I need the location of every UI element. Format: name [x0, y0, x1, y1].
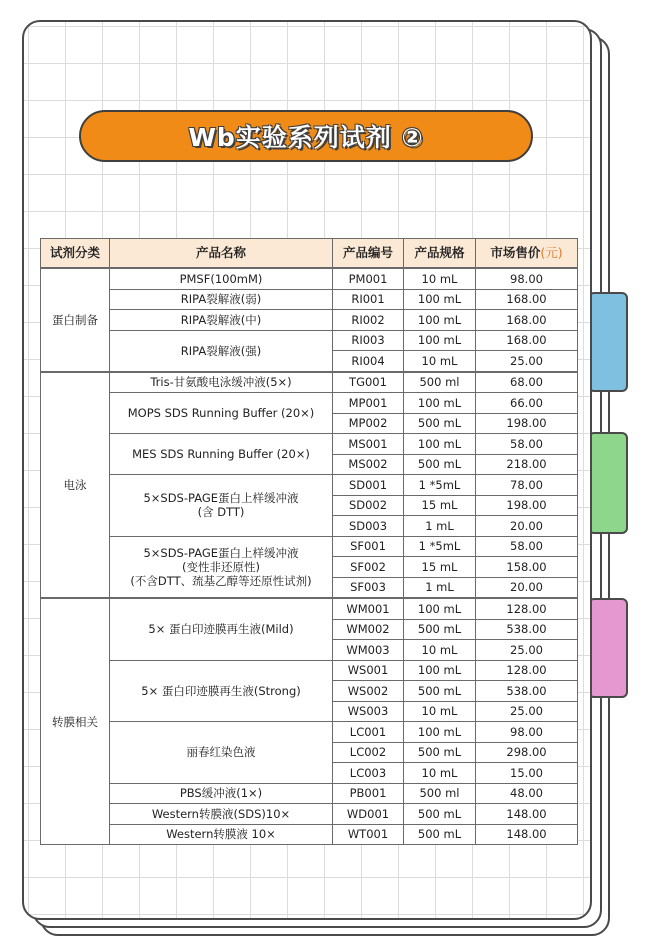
product-price: 168.00	[476, 289, 578, 310]
product-price: 25.00	[476, 351, 578, 372]
divider-tab-green[interactable]	[588, 432, 628, 534]
table-row	[41, 310, 578, 331]
product-spec: 100 mL	[404, 598, 476, 619]
product-spec: 500 mL	[404, 619, 476, 640]
product-price: 20.00	[476, 577, 578, 598]
product-spec: 100 mL	[404, 393, 476, 414]
product-price: 58.00	[476, 536, 578, 557]
table-row	[41, 372, 578, 393]
product-spec: 100 mL	[404, 289, 476, 310]
product-price: 20.00	[476, 516, 578, 537]
product-name-line: (含 DTT)	[197, 505, 245, 520]
table-row	[41, 289, 578, 310]
product-code: PB001	[333, 783, 404, 804]
header-price-label: 市场售价	[490, 245, 541, 260]
product-code: WM002	[333, 619, 404, 640]
product-code: SF003	[333, 577, 404, 598]
table-row	[41, 475, 578, 496]
table-row	[41, 330, 578, 351]
product-price: 128.00	[476, 598, 578, 619]
product-price: 198.00	[476, 413, 578, 434]
product-name-line: (不含DTT、巯基乙醇等还原性试剂)	[130, 573, 312, 588]
product-price: 298.00	[476, 742, 578, 763]
product-spec: 500 mL	[404, 742, 476, 763]
product-price: 25.00	[476, 640, 578, 661]
product-spec: 10 mL	[404, 701, 476, 722]
product-spec: 100 mL	[404, 310, 476, 331]
product-code: RI002	[333, 310, 404, 331]
product-code: WT001	[333, 824, 404, 845]
product-spec: 100 mL	[404, 660, 476, 681]
table-row	[41, 393, 578, 414]
product-code: WM003	[333, 640, 404, 661]
product-price: 25.00	[476, 701, 578, 722]
header-category: 试剂分类	[41, 239, 110, 269]
product-code: LC002	[333, 742, 404, 763]
table-row	[41, 824, 578, 845]
product-spec: 1 mL	[404, 577, 476, 598]
product-name	[110, 536, 333, 598]
table-row	[41, 783, 578, 804]
product-spec: 15 mL	[404, 557, 476, 578]
product-price: 98.00	[476, 268, 578, 289]
product-price: 58.00	[476, 434, 578, 455]
product-price: 78.00	[476, 475, 578, 496]
product-name: Western转膜液 10×	[110, 824, 333, 845]
product-name: RIPA裂解液(弱)	[110, 289, 333, 310]
product-price: 158.00	[476, 557, 578, 578]
product-price: 148.00	[476, 824, 578, 845]
product-name: RIPA裂解液(强)	[110, 330, 333, 372]
product-name-line: 5×SDS-PAGE蛋白上样缓冲液	[143, 491, 299, 506]
product-spec: 100 mL	[404, 722, 476, 743]
product-spec: 1 *5mL	[404, 475, 476, 496]
product-price: 198.00	[476, 495, 578, 516]
header-product-spec: 产品规格	[404, 239, 476, 269]
product-code: RI003	[333, 330, 404, 351]
product-name: 5× 蛋白印迹膜再生液(Mild)	[110, 598, 333, 660]
product-code: MP002	[333, 413, 404, 434]
product-name: 丽春红染色液	[110, 722, 333, 784]
product-name: PBS缓冲液(1×)	[110, 783, 333, 804]
title-banner	[79, 110, 533, 162]
product-spec: 500 mL	[404, 681, 476, 702]
product-spec: 500 mL	[404, 824, 476, 845]
table-row	[41, 722, 578, 743]
product-code: SD002	[333, 495, 404, 516]
product-name: 5× 蛋白印迹膜再生液(Strong)	[110, 660, 333, 722]
product-spec: 10 mL	[404, 640, 476, 661]
product-price: 168.00	[476, 330, 578, 351]
product-code: LC003	[333, 763, 404, 784]
product-price: 538.00	[476, 619, 578, 640]
product-price: 538.00	[476, 681, 578, 702]
product-code: RI001	[333, 289, 404, 310]
product-spec: 1 mL	[404, 516, 476, 537]
product-code: MS002	[333, 454, 404, 475]
product-code: WS002	[333, 681, 404, 702]
product-spec: 100 mL	[404, 434, 476, 455]
product-spec: 500 mL	[404, 804, 476, 825]
product-spec: 500 ml	[404, 783, 476, 804]
product-price: 48.00	[476, 783, 578, 804]
product-spec: 10 mL	[404, 351, 476, 372]
product-name-line: 5×SDS-PAGE蛋白上样缓冲液	[143, 545, 299, 560]
product-name: Tris-甘氨酸电泳缓冲液(5×)	[110, 372, 333, 393]
product-name: RIPA裂解液(中)	[110, 310, 333, 331]
product-spec: 10 mL	[404, 763, 476, 784]
product-code: TG001	[333, 372, 404, 393]
table-row	[41, 804, 578, 825]
product-spec: 15 mL	[404, 495, 476, 516]
product-code: WD001	[333, 804, 404, 825]
product-code: SF001	[333, 536, 404, 557]
table-row	[41, 434, 578, 455]
product-name: MOPS SDS Running Buffer (20×)	[110, 393, 333, 434]
product-name: PMSF(100mM)	[110, 268, 333, 289]
header-product-code: 产品编号	[333, 239, 404, 269]
product-price: 168.00	[476, 310, 578, 331]
product-spec: 100 mL	[404, 330, 476, 351]
product-name: MES SDS Running Buffer (20×)	[110, 434, 333, 475]
product-code: SF002	[333, 557, 404, 578]
product-code: LC001	[333, 722, 404, 743]
product-price: 68.00	[476, 372, 578, 393]
product-price: 128.00	[476, 660, 578, 681]
product-code: MS001	[333, 434, 404, 455]
product-spec: 500 mL	[404, 413, 476, 434]
product-code: WM001	[333, 598, 404, 619]
product-code: WS003	[333, 701, 404, 722]
product-code: WS001	[333, 660, 404, 681]
product-name	[110, 475, 333, 537]
product-spec: 10 mL	[404, 268, 476, 289]
product-price: 15.00	[476, 763, 578, 784]
product-code: MP001	[333, 393, 404, 414]
divider-tab-blue[interactable]	[588, 292, 628, 392]
table-row	[41, 660, 578, 681]
product-spec: 500 ml	[404, 372, 476, 393]
product-code: SD003	[333, 516, 404, 537]
table-row	[41, 268, 578, 289]
table-row	[41, 536, 578, 557]
product-name-line: (变性非还原性)	[182, 559, 260, 574]
category-cell: 电泳	[41, 372, 110, 599]
header-price-unit: (元)	[540, 245, 563, 260]
product-spec: 1 *5mL	[404, 536, 476, 557]
product-name: Western转膜液(SDS)10×	[110, 804, 333, 825]
product-code: SD001	[333, 475, 404, 496]
product-price: 148.00	[476, 804, 578, 825]
header-product-name: 产品名称	[110, 239, 333, 269]
divider-tab-pink[interactable]	[588, 598, 628, 698]
header-market-price	[476, 239, 578, 269]
page-title: Wb实验系列试剂 ②	[188, 123, 424, 152]
product-code: PM001	[333, 268, 404, 289]
category-cell: 转膜相关	[41, 598, 110, 845]
product-spec: 500 mL	[404, 454, 476, 475]
product-price: 98.00	[476, 722, 578, 743]
product-price: 218.00	[476, 454, 578, 475]
product-price-table	[40, 238, 578, 845]
category-cell: 蛋白制备	[41, 268, 110, 372]
table-row	[41, 598, 578, 619]
table-header-row	[41, 239, 578, 269]
product-code: RI004	[333, 351, 404, 372]
product-price: 66.00	[476, 393, 578, 414]
